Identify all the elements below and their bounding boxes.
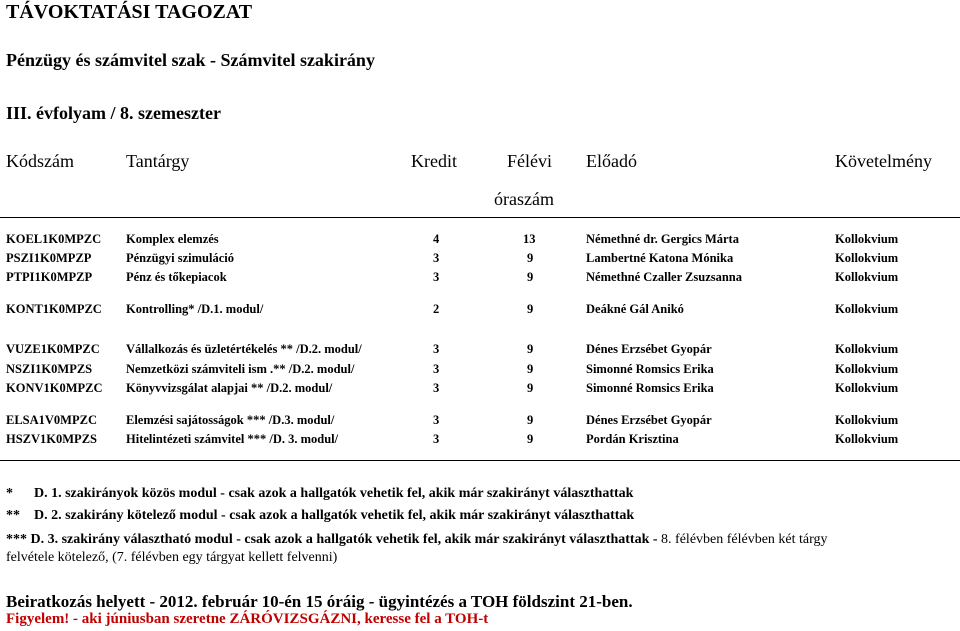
course-hours: 9 — [527, 251, 534, 265]
col-code: Kódszám — [6, 151, 74, 171]
course-lecturer: Némethné dr. Gergics Márta — [586, 232, 739, 246]
col-hours-2: óraszám — [494, 189, 554, 209]
course-subject: Vállalkozás és üzletértékelés ** /D.2. modul/ — [126, 342, 362, 356]
course-code: VUZE1K0MPZC — [6, 342, 100, 356]
course-requirement: Kollokvium — [835, 251, 899, 265]
course-subject: Pénzügyi szimuláció — [126, 251, 234, 265]
table-row — [0, 413, 960, 431]
course-requirement: Kollokvium — [835, 362, 899, 376]
course-credit: 2 — [433, 302, 440, 316]
col-lecturer: Előadó — [586, 151, 637, 171]
note-3-line-1 — [6, 530, 828, 548]
course-credit: 3 — [433, 270, 440, 284]
table-row — [0, 270, 960, 288]
course-hours: 13 — [523, 232, 536, 246]
course-credit: 4 — [433, 232, 440, 246]
col-credit: Kredit — [411, 151, 457, 171]
course-lecturer: Némethné Czaller Zsuzsanna — [586, 270, 743, 284]
course-requirement: Kollokvium — [835, 432, 899, 446]
col-subject: Tantárgy — [126, 151, 190, 171]
course-code: PTPI1K0MPZP — [6, 270, 93, 284]
course-lecturer: Pordán Krisztina — [586, 432, 679, 446]
course-hours: 9 — [527, 362, 534, 376]
course-requirement: Kollokvium — [835, 302, 899, 316]
table-row — [0, 381, 960, 399]
col-hours: Félévi — [507, 151, 552, 171]
note-1-text: D. 1. szakirányok közös modul - csak azok a hallgatók vehetik fel, akik már szakirányt választhattak — [34, 486, 634, 501]
course-hours: 9 — [527, 381, 534, 395]
enrollment-notice: Beiratkozás helyett - 2012. február 10-én 15 óráig - ügyintézés a TOH földszint 21-ben. — [6, 592, 633, 611]
note-2-mark: ** — [6, 508, 20, 523]
course-hours: 9 — [527, 413, 534, 427]
course-credit: 3 — [433, 342, 440, 356]
course-lecturer: Lambertné Katona Mónika — [586, 251, 734, 265]
table-row — [0, 342, 960, 360]
course-subject: Hitelintézeti számvitel *** /D. 3. modul/ — [126, 432, 339, 446]
course-lecturer: Simonné Romsics Erika — [586, 362, 714, 376]
course-lecturer: Dénes Erzsébet Gyopár — [586, 413, 712, 427]
course-subject: Komplex elemzés — [126, 232, 219, 246]
table-row — [0, 362, 960, 380]
course-credit: 3 — [433, 432, 440, 446]
course-lecturer: Simonné Romsics Erika — [586, 381, 714, 395]
note-1-mark: * — [6, 486, 13, 501]
table-row — [0, 251, 960, 269]
course-code: PSZI1K0MPZP — [6, 251, 92, 265]
warning-notice: Figyelem! - aki júniusban szeretne ZÁRÓVIZSGÁZNI, keresse fel a TOH-t — [6, 611, 489, 627]
course-subject: Kontrolling* /D.1. modul/ — [126, 302, 264, 316]
table-row — [0, 302, 960, 320]
course-subject: Nemzetközi számviteli ism .** /D.2. modul/ — [126, 362, 355, 376]
course-requirement: Kollokvium — [835, 270, 899, 284]
program-title: Pénzügy és számvitel szak - Számvitel szakirány — [6, 50, 375, 70]
course-subject: Elemzési sajátosságok *** /D.3. modul/ — [126, 413, 335, 427]
course-hours: 9 — [527, 302, 534, 316]
header-rule — [0, 217, 960, 218]
course-code: ELSA1V0MPZC — [6, 413, 97, 427]
course-credit: 3 — [433, 362, 440, 376]
course-requirement: Kollokvium — [835, 232, 899, 246]
course-hours: 9 — [527, 432, 534, 446]
course-lecturer: Dénes Erzsébet Gyopár — [586, 342, 712, 356]
course-subject: Pénz és tőkepiacok — [126, 270, 227, 284]
note-3-line-2: felvétele kötelező, (7. félévben egy tárgyat kellett felvenni) — [6, 550, 338, 565]
table-row — [0, 432, 960, 450]
course-subject: Könyvvizsgálat alapjai ** /D.2. modul/ — [126, 381, 333, 395]
course-code: KONT1K0MPZC — [6, 302, 102, 316]
course-credit: 3 — [433, 381, 440, 395]
course-requirement: Kollokvium — [835, 342, 899, 356]
note-3-text: *** D. 3. szakirány választható modul - csak azok a hallgatók vehetik fel, akik már szakirányt választhattak - — [6, 532, 662, 547]
course-code: KONV1K0MPZC — [6, 381, 103, 395]
table-row — [0, 232, 960, 250]
note-3-text-rest: 8. félévben félévben két tárgy — [661, 532, 828, 547]
course-hours: 9 — [527, 342, 534, 356]
course-credit: 3 — [433, 251, 440, 265]
course-requirement: Kollokvium — [835, 413, 899, 427]
course-lecturer: Deákné Gál Anikó — [586, 302, 684, 316]
course-credit: 3 — [433, 413, 440, 427]
semester-title: III. évfolyam / 8. szemeszter — [6, 103, 221, 123]
course-code: NSZI1K0MPZS — [6, 362, 93, 376]
course-hours: 9 — [527, 270, 534, 284]
table-bottom-rule — [0, 460, 960, 461]
page-title: TÁVOKTATÁSI TAGOZAT — [6, 1, 253, 23]
note-2-text: D. 2. szakirány kötelező modul - csak azok a hallgatók vehetik fel, akik már szakirányt választhattak — [34, 508, 635, 523]
course-code: KOEL1K0MPZC — [6, 232, 102, 246]
col-requirement: Követelmény — [835, 151, 932, 171]
course-code: HSZV1K0MPZS — [6, 432, 97, 446]
course-requirement: Kollokvium — [835, 381, 899, 395]
